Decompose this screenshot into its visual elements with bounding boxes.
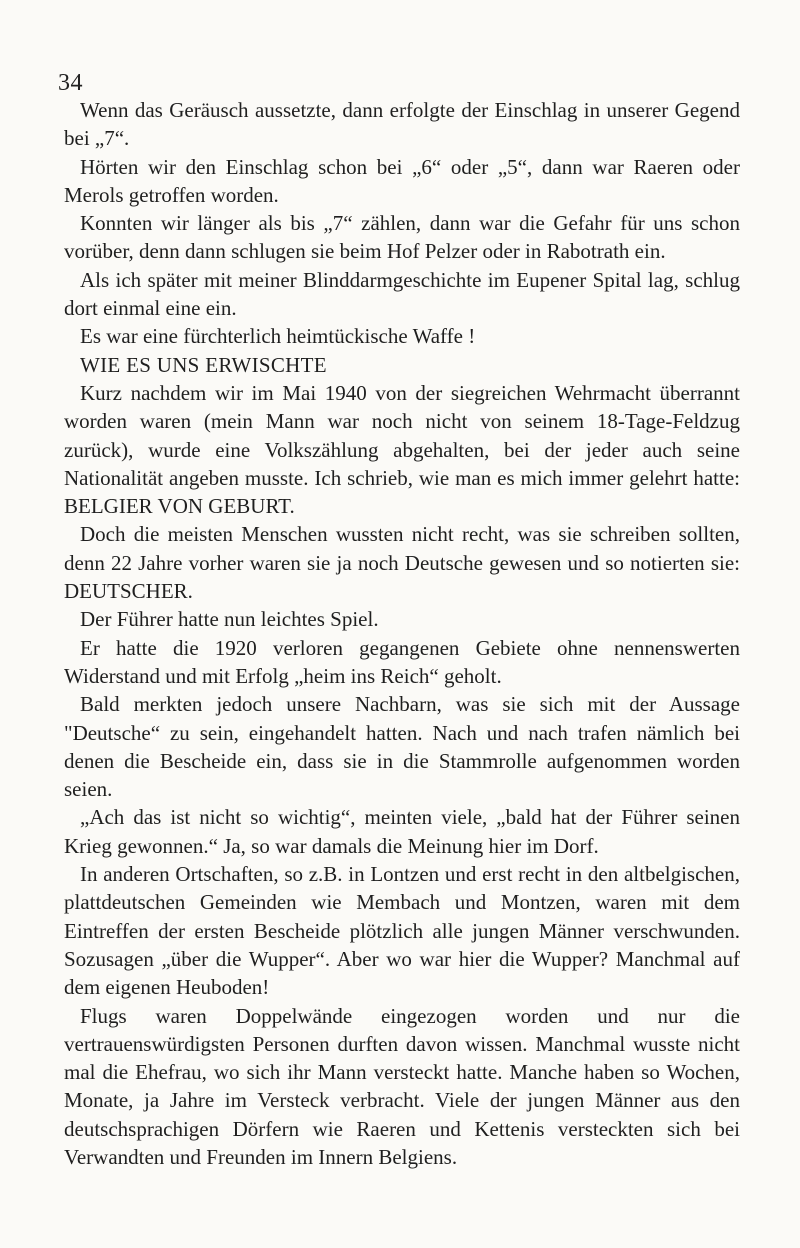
body-text	[64, 96, 740, 1171]
page-number: 34	[58, 70, 83, 96]
paragraph: Es war eine fürchterlich heimtückische Waffe !	[80, 324, 476, 349]
paragraph: Wenn das Geräusch aussetzte, dann erfolgte der Einschlag in unserer Gegend bei „7“.	[64, 98, 740, 151]
section-heading: WIE ES UNS ERWISCHTE	[80, 352, 327, 377]
paragraph: Er hatte die 1920 verloren gegangenen Gebiete ohne nennenswerten Widerstand und mit Erfolg „heim ins Reich“ geholt.	[64, 635, 740, 688]
paragraph: Bald merkten jedoch unsere Nachbarn, was sie sich mit der Aussage "Deutsche“ zu sein, eingehandelt hatten. Nach und nach trafen nämlich bei denen die Bescheide ein, dass sie in die Stammrolle aufgenommen worden seien.	[64, 692, 740, 802]
paragraph: Flugs waren Doppelwände eingezogen worden und nur die vertrauenswürdigsten Personen durften davon wissen. Manchmal wusste nicht mal die Ehefrau, wo sich ihr Mann versteckt hatte. Manche haben so Wochen, Monate, ja Jahre im Versteck verbracht. Viele der jungen Männer aus den deutschsprachigen Dörfern wie Raeren und Kettenis versteckten sich bei Verwandten und Freunden im Innern Belgiens.	[64, 1003, 740, 1169]
paragraph: „Ach das ist nicht so wichtig“, meinten viele, „bald hat der Führer seinen Krieg gewonnen.“ Ja, so war damals die Meinung hier im Dorf.	[64, 805, 740, 858]
paragraph: In anderen Ortschaften, so z.B. in Lontzen und erst recht in den altbelgischen, plattdeutschen Gemeinden wie Membach und Montzen, waren mit dem Eintreffen der ersten Bescheide plötzlich alle jungen Männer verschwunden. Sozusagen „über die Wupper“. Aber wo war hier die Wupper? Manchmal auf dem eigenen Heuboden!	[64, 862, 740, 1000]
paragraph: Kurz nachdem wir im Mai 1940 von der siegreichen Wehrmacht überrannt worden waren (mein Mann war noch nicht von seinem 18-Tage-Feldzug zurück), wurde eine Volkszählung abgehalten, bei der jeder auch seine Nationalität angeben musste. Ich schrieb, wie man es mich immer gelehrt hatte: BELGIER VON GEBURT.	[64, 380, 740, 519]
paragraph: Hörten wir den Einschlag schon bei „6“ oder „5“, dann war Raeren oder Merols getroffen worden.	[64, 154, 740, 207]
paragraph: Konnten wir länger als bis „7“ zählen, dann war die Gefahr für uns schon vorüber, denn dann schlugen sie beim Hof Pelzer oder in Rabotrath ein.	[64, 211, 740, 264]
paragraph: Der Führer hatte nun leichtes Spiel.	[80, 607, 379, 632]
paragraph: Doch die meisten Menschen wussten nicht recht, was sie schreiben sollten, denn 22 Jahre vorher waren sie ja noch Deutsche gewesen und so notierten sie: DEUTSCHER.	[64, 522, 740, 604]
paragraph: Als ich später mit meiner Blinddarmgeschichte im Eupener Spital lag, schlug dort einmal eine ein.	[64, 267, 740, 321]
